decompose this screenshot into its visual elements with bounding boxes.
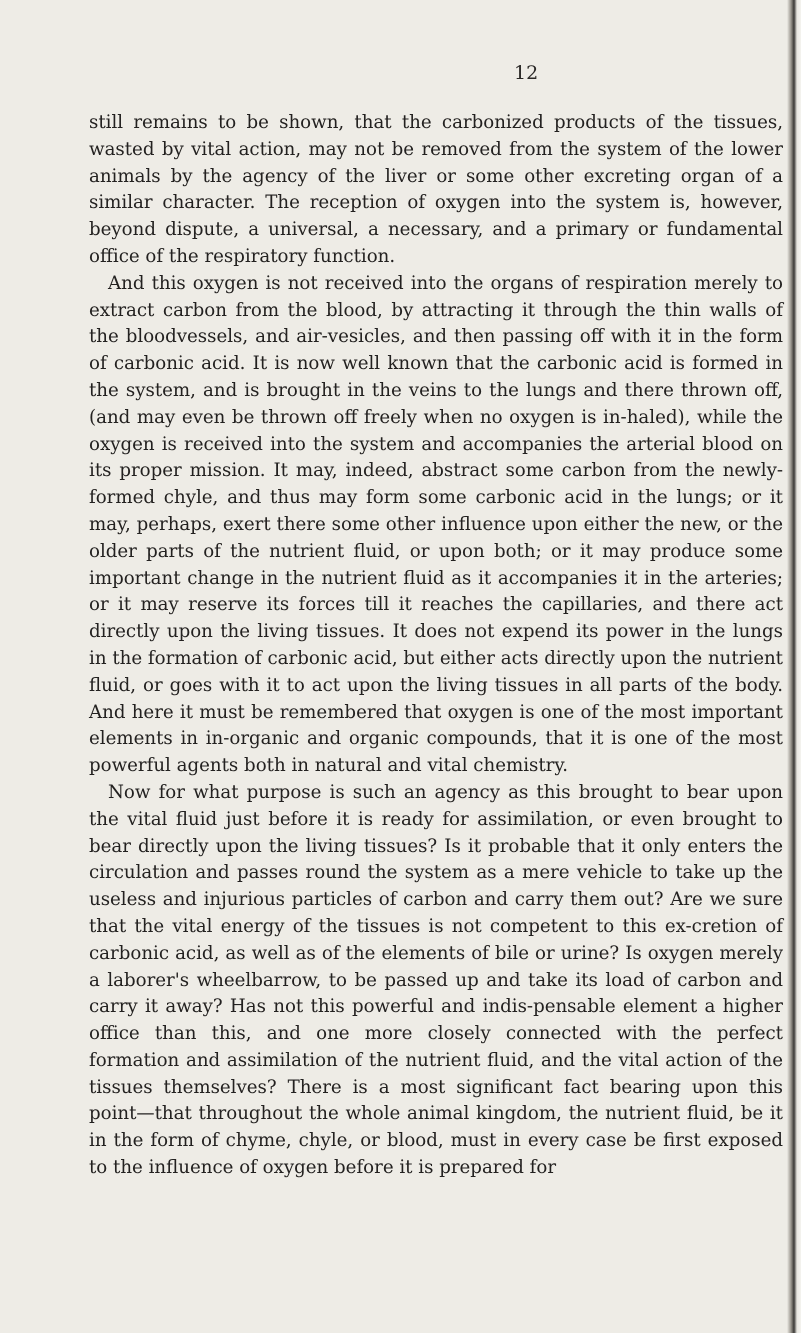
body-text xyxy=(89,110,783,1182)
paragraph-oxygen-not-received: And this oxygen is not received into the organs of respiration merely to extract carbon from the blood, by attracting it through the thin walls of the bloodvessels, and air-vesicles, and then passing off with it in the form of carbonic acid. It is now well known that the carbonic acid is formed in the system, and is brought in the veins to the lungs and there thrown off, (and may even be thrown off freely when no oxygen is in-haled), while the oxygen is received into the system and accompanies the arterial blood on its proper mission. It may, indeed, abstract some carbon from the newly-formed chyle, and thus may form some carbonic acid in the lungs; or it may, perhaps, exert there some other influence upon either the new, or the older parts of the nutrient fluid, or upon both; or it may produce some important change in the nutrient fluid as it accompanies it in the arteries; or it may reserve its forces till it reaches the capillaries, and there act directly upon the living tissues. It does not expend its power in the lungs in the formation of carbonic acid, but either acts directly upon the nutrient fluid, or goes with it to act upon the living tissues in all parts of the body. And here it must be remembered that oxygen is one of the most important elements in in-organic and organic compounds, that it is one of the most powerful agents both in natural and vital chemistry. xyxy=(89,272,783,777)
page-edge-shadow xyxy=(787,0,801,1333)
page-number: 12 xyxy=(514,62,539,84)
paragraph-purpose-of-agency: Now for what purpose is such an agency as this brought to bear upon the vital fluid just before it is ready for assimilation, or even brought to bear directly upon the living tissues? Is it probable that it only enters the circulation and passes round the system as a mere vehicle to take up the useless and injurious particles of carbon and carry them out? Are we sure that the vital energy of the tissues is not competent to this ex-cretion of carbonic acid, as well as of the elements of bile or urine? Is oxygen merely a laborer's wheelbarrow, to be passed up and take its load of carbon and carry it away? Has not this powerful and indis-pensable element a higher office than this, and one more closely connected with the perfect formation and assimilation of the nutrient fluid, and the vital action of the tissues themselves? There is a most significant fact bearing upon this point—that throughout the whole animal kingdom, the nutrient fluid, be it in the form of chyme, chyle, or blood, must in every case be first exposed to the influence of oxygen before it is prepared for xyxy=(89,781,783,1179)
paragraph-continued: still remains to be shown, that the carbonized products of the tissues, wasted by vital action, may not be removed from the system of the lower animals by the agency of the liver or some other excreting organ of a similar character. The reception of oxygen into the system is, however, beyond dispute, a universal, a necessary, and a primary or fundamental office of the respiratory function. xyxy=(89,112,783,267)
